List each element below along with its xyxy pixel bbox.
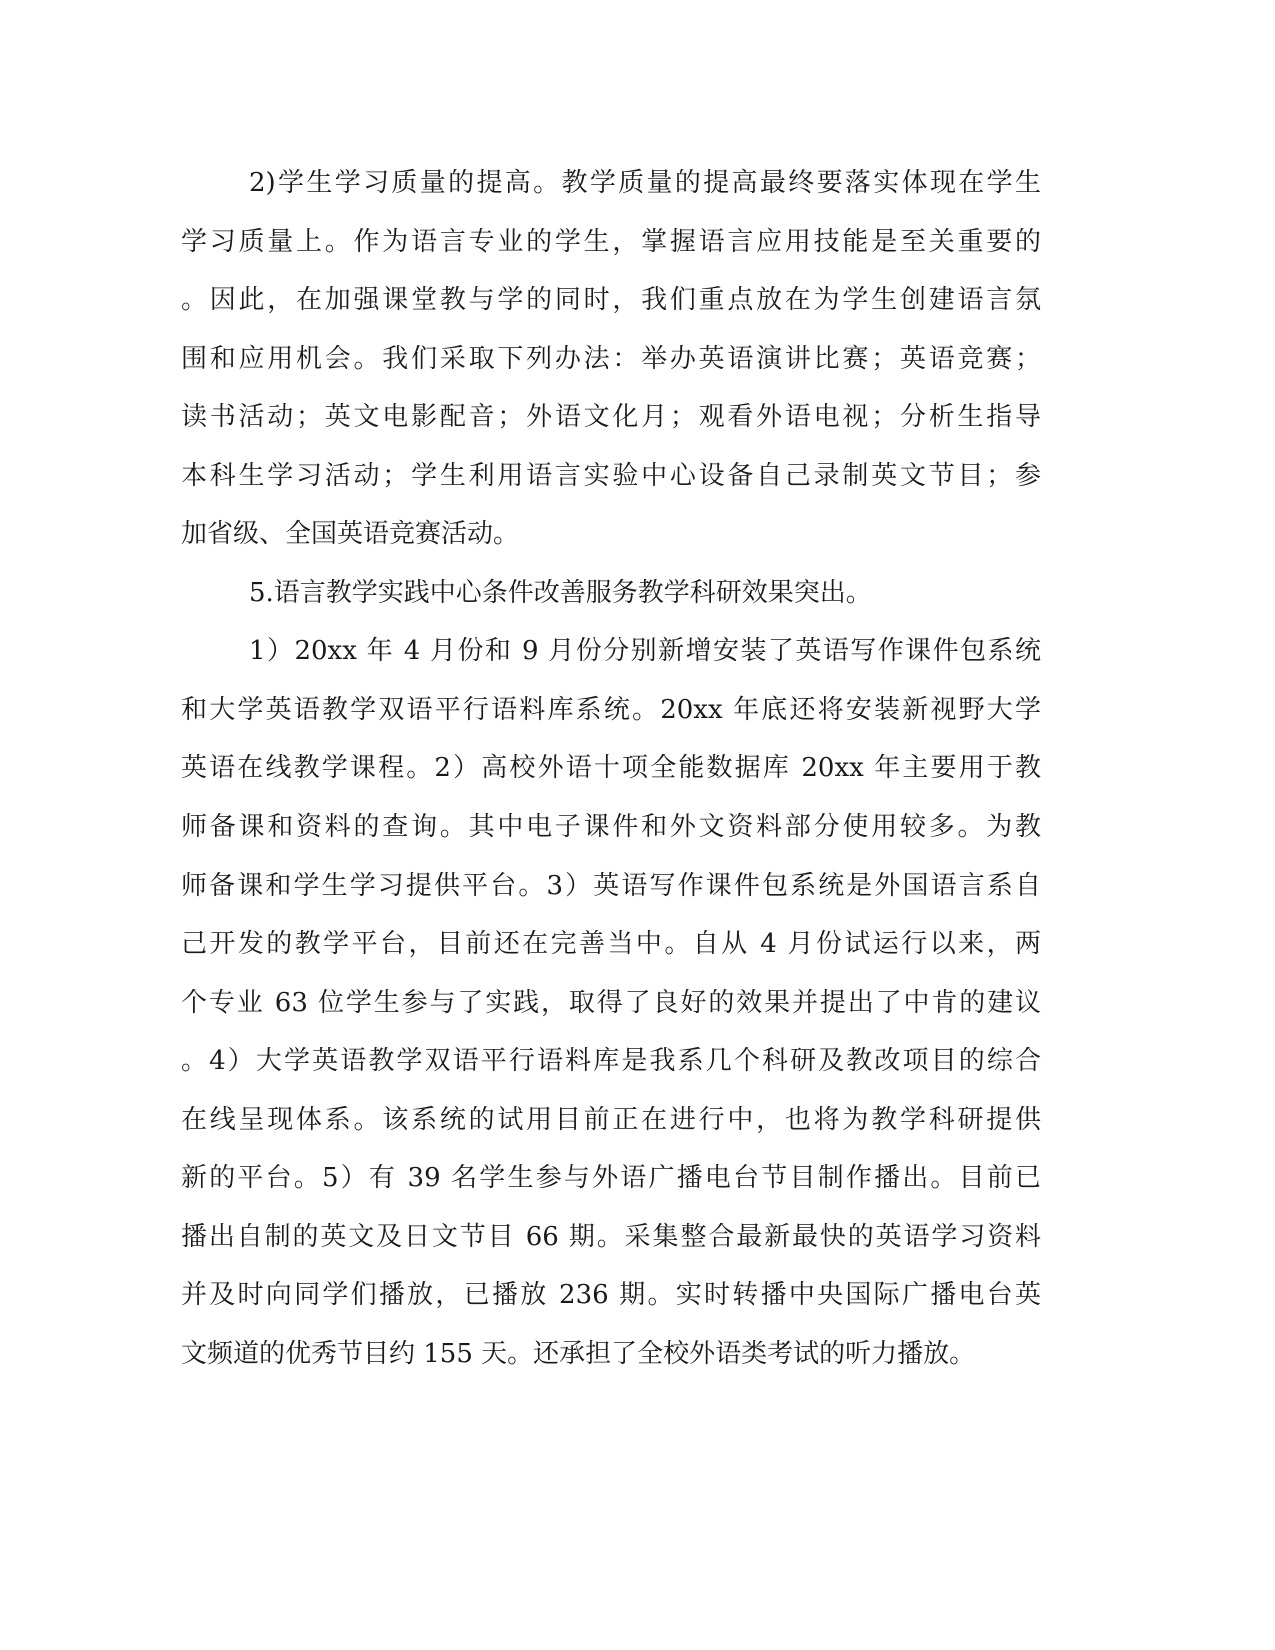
paragraph-line: 师备课和资料的查询。其中电子课件和外文资料部分使用较多。为教 xyxy=(181,812,1041,842)
paragraph-line: 播出自制的英文及日文节目 66 期。采集整合最新最快的英语学习资料 xyxy=(181,1222,1041,1252)
section-heading: 5.语言教学实践中心条件改善服务教学科研效果突出。 xyxy=(249,578,872,608)
paragraph-line: 围和应用机会。我们采取下列办法：举办英语演讲比赛；英语竞赛； xyxy=(181,344,1041,374)
paragraph-line: 学习质量上。作为语言专业的学生，掌握语言应用技能是至关重要的 xyxy=(181,227,1041,257)
paragraph-line: 师备课和学生学习提供平台。3）英语写作课件包系统是外国语言系自 xyxy=(181,871,1041,901)
paragraph-line: 在线呈现体系。该系统的试用目前正在进行中，也将为教学科研提供 xyxy=(181,1105,1041,1135)
paragraph-line: 本科生学习活动；学生利用语言实验中心设备自己录制英文节目；参 xyxy=(181,461,1041,491)
paragraph-line: 和大学英语教学双语平行语料库系统。20xx 年底还将安装新视野大学 xyxy=(181,695,1041,725)
paragraph-line: 新的平台。5）有 39 名学生参与外语广播电台节目制作播出。目前已 xyxy=(181,1163,1041,1193)
paragraph-line: 。4）大学英语教学双语平行语料库是我系几个科研及教改项目的综合 xyxy=(181,1046,1041,1076)
paragraph-line: 加省级、全国英语竞赛活动。 xyxy=(181,519,520,549)
paragraph-line: 并及时向同学们播放，已播放 236 期。实时转播中央国际广播电台英 xyxy=(181,1280,1041,1310)
paragraph-line: 1）20xx 年 4 月份和 9 月份分别新增安装了英语写作课件包系统 xyxy=(249,636,1041,666)
paragraph-line: 个专业 63 位学生参与了实践，取得了良好的效果并提出了中肯的建议 xyxy=(181,988,1041,1018)
paragraph-line: 文频道的优秀节目约 155 天。还承担了全校外语类考试的听力播放。 xyxy=(181,1339,976,1369)
paragraph-line: 2)学生学习质量的提高。教学质量的提高最终要落实体现在学生 xyxy=(249,168,1041,198)
paragraph-line: 。因此，在加强课堂教与学的同时，我们重点放在为学生创建语言氛 xyxy=(181,285,1041,315)
paragraph-line: 己开发的教学平台，目前还在完善当中。自从 4 月份试运行以来，两 xyxy=(181,929,1041,959)
paragraph-line: 英语在线教学课程。2）高校外语十项全能数据库 20xx 年主要用于教 xyxy=(181,753,1041,783)
paragraph-line: 读书活动；英文电影配音；外语文化月；观看外语电视；分析生指导 xyxy=(181,402,1041,432)
